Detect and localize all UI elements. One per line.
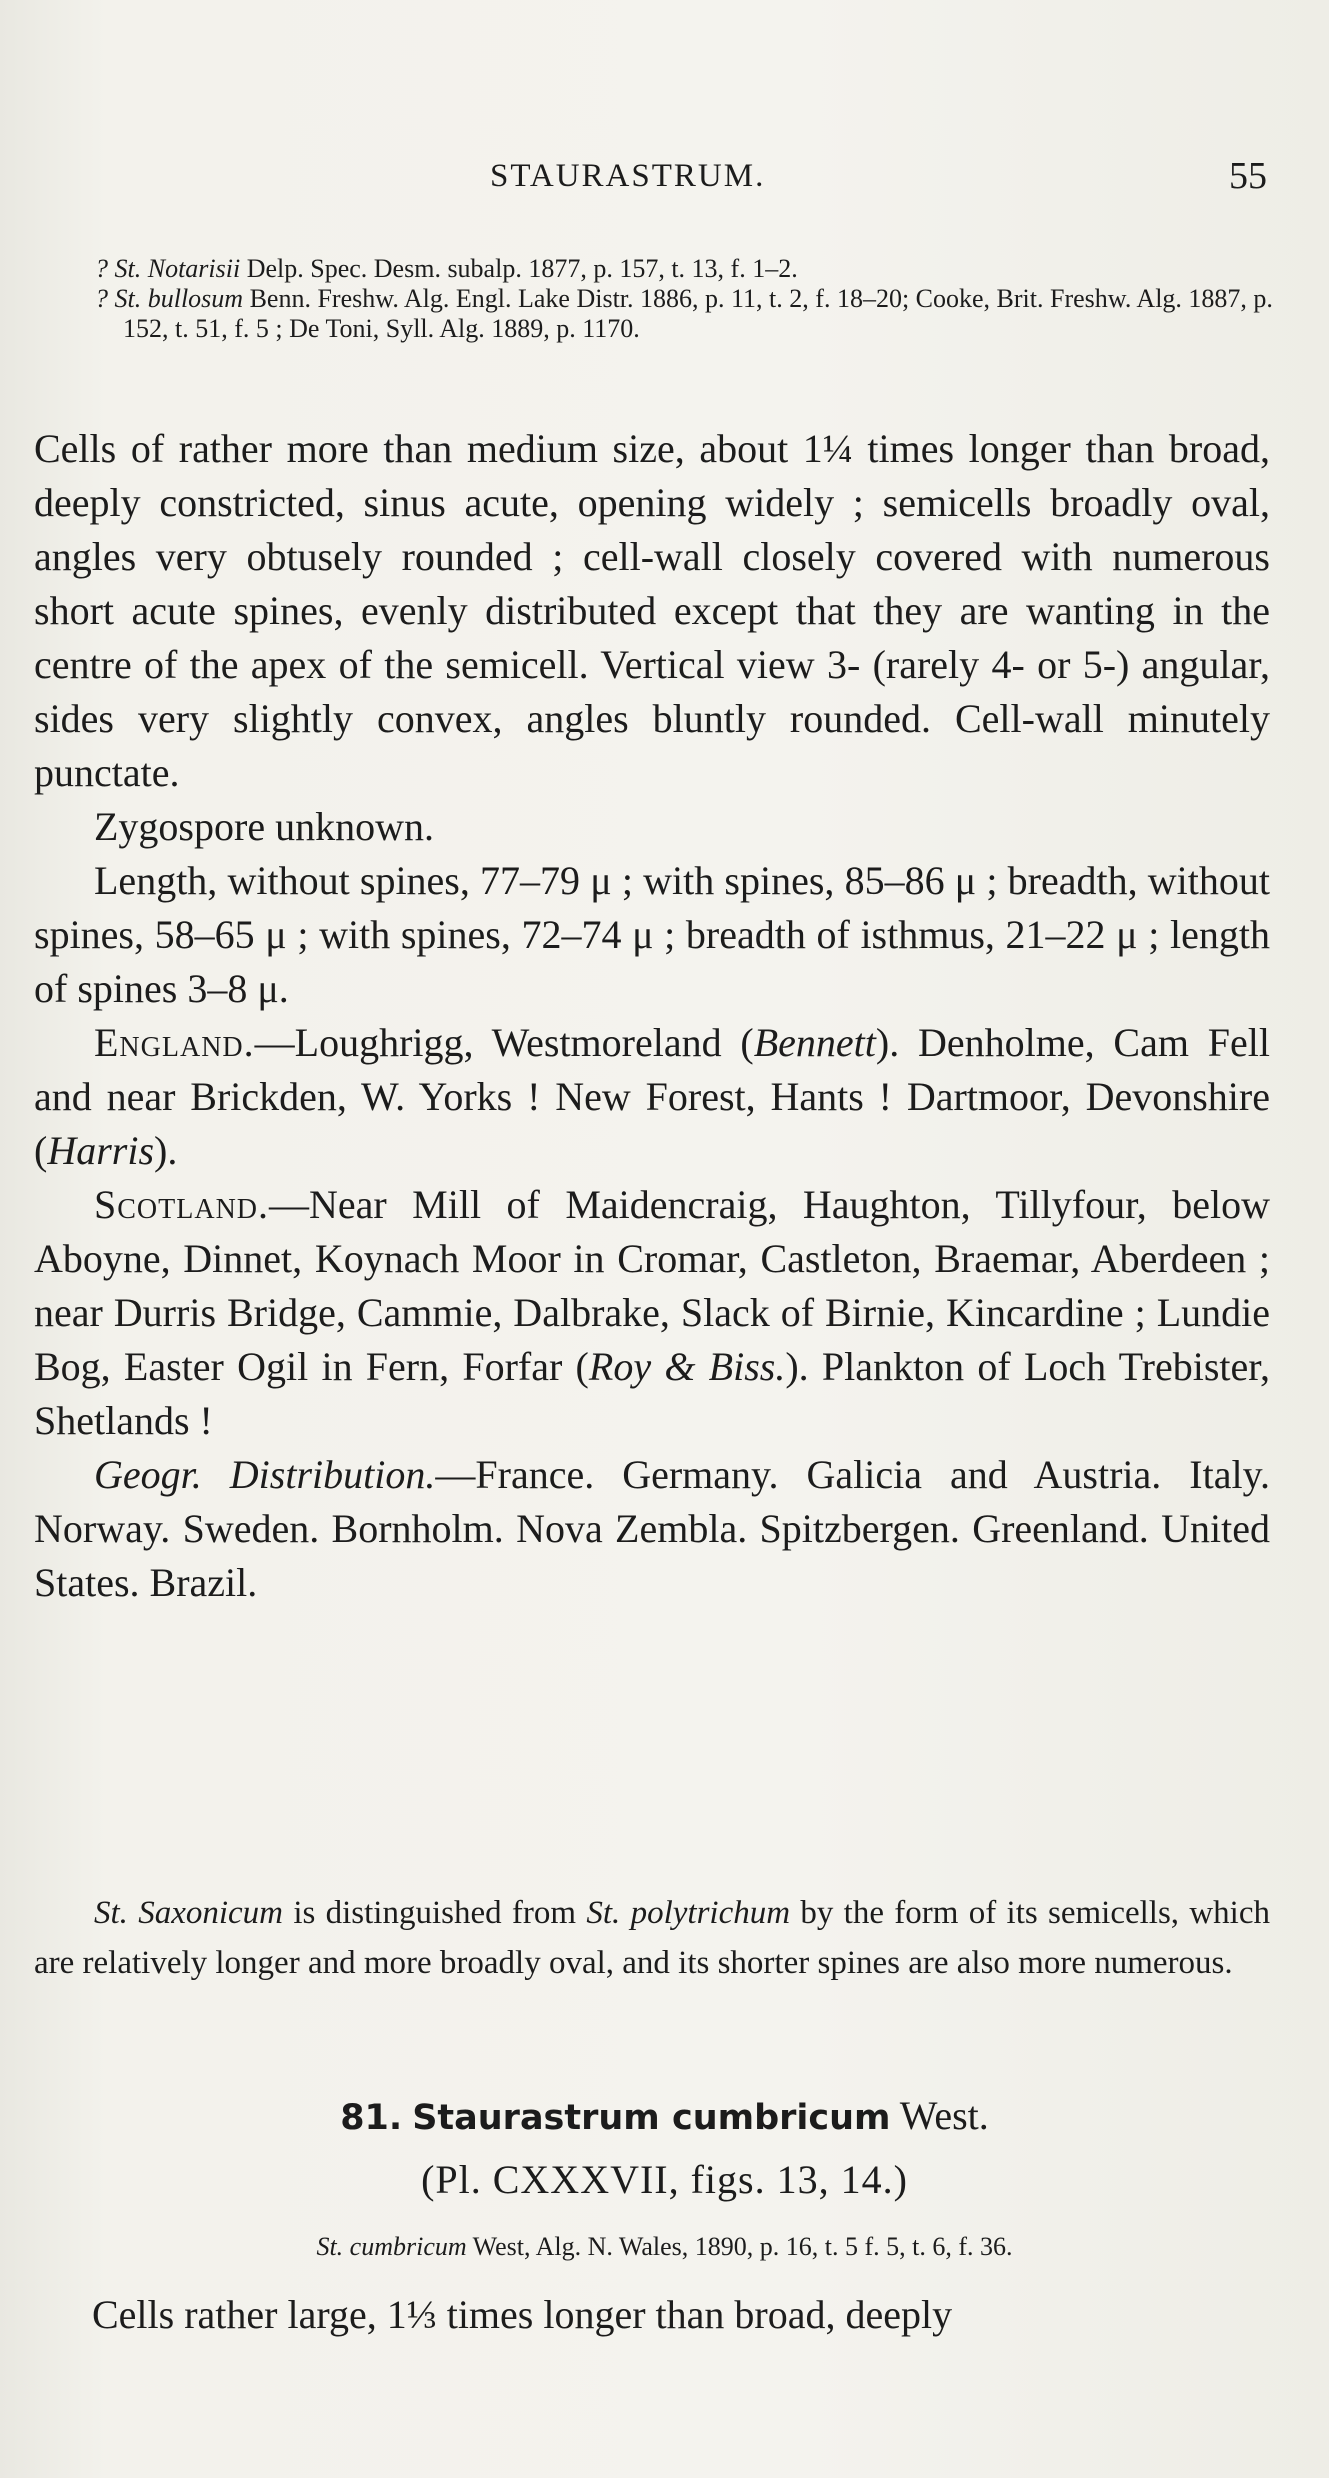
taxon-name: St. polytrichum bbox=[586, 1895, 791, 1931]
measurements-paragraph: Length, without spines, 77–79 μ ; with spines, 85–86 μ ; breadth, without spines, 58–65 μ ; with spines, 72–74 μ ; breadth of isthmus, 21–22 μ ; length of spines 3–8 μ. bbox=[34, 858, 1270, 1011]
synonym-name: ? St. Notarisii bbox=[95, 254, 241, 283]
species-number: 81. bbox=[340, 2098, 403, 2138]
synonym-name: St. cumbricum bbox=[316, 2232, 467, 2261]
collector-name: Bennett bbox=[753, 1020, 876, 1065]
region-label: England. bbox=[94, 1020, 255, 1065]
synonym-entry bbox=[95, 284, 1280, 344]
synonym-entry bbox=[95, 254, 1280, 284]
species-description bbox=[34, 422, 1270, 1610]
zygospore-paragraph: Zygospore unknown. bbox=[94, 804, 434, 849]
synonym-name: ? St. bullosum bbox=[95, 284, 244, 313]
england-localities: England.—Loughrigg, Westmoreland (Bennett). Denholme, Cam Fell and near Brickden, W. Yorks ! New Forest, Hants ! Dartmoor, Devonshire (Harris). bbox=[34, 1020, 1270, 1173]
species-name: Staurastrum cumbricum bbox=[412, 2098, 891, 2138]
species-description-start: Cells rather large, 1⅓ times longer than broad, deeply bbox=[92, 2292, 953, 2337]
synonym-citation: West, Alg. N. Wales, 1890, p. 16, t. 5 f. 5, t. 6, f. 36. bbox=[466, 2232, 1013, 2261]
plate-reference: (Pl. CXXXVII, figs. 13, 14.) bbox=[421, 2157, 908, 2202]
taxon-name: St. Saxonicum bbox=[94, 1895, 284, 1931]
synonymy-list bbox=[95, 254, 1280, 344]
species-synonym bbox=[0, 2232, 1329, 2262]
running-title: STAURASTRUM. bbox=[490, 158, 766, 194]
comparison-note: St. Saxonicum is distinguished from St. polytrichum by the form of its semicells, which are relatively longer and more broadly oval, and its shorter spines are also more numerous. bbox=[34, 1895, 1270, 1981]
description-paragraph: Cells of rather more than medium size, about 1¼ times longer than broad, deeply constricted, sinus acute, opening widely ; semicells broadly oval, angles very obtusely rounded ; cell-wall closely covered with numerous short acute spines, evenly distributed except that they are wanting in the centre of the apex of the semicell. Vertical view 3- (rarely 4- or 5-) angular, sides very slightly convex, angles bluntly rounded. Cell-wall minutely punctate. bbox=[34, 426, 1270, 795]
page-number: 55 bbox=[1229, 155, 1267, 197]
scotland-localities: Scotland.—Near Mill of Maidencraig, Haughton, Tillyfour, below Aboyne, Dinnet, Koynach Moor in Cromar, Castleton, Braemar, Aberdeen ; near Durris Bridge, Cammie, Dalbrake, Slack of Birnie, Kincardine ; Lundie Bog, Easter Ogil in Fern, Forfar (Roy & Biss.). Plankton of Loch Trebister, Shetlands ! bbox=[34, 1182, 1271, 1443]
region-label: Scotland. bbox=[94, 1182, 270, 1227]
species-heading bbox=[0, 2088, 1329, 2208]
species-author: West. bbox=[890, 2093, 989, 2138]
collector-name: Harris bbox=[47, 1128, 155, 1173]
synonym-citation: Delp. Spec. Desm. subalp. 1877, p. 157, t. 13, f. 1–2. bbox=[240, 254, 798, 283]
distribution-label: Geogr. Distribution. bbox=[94, 1452, 436, 1497]
running-head bbox=[0, 155, 1329, 208]
geographic-distribution: Geogr. Distribution.—France. Germany. Galicia and Austria. Italy. Norway. Sweden. Bornholm. Nova Zembla. Spitzbergen. Greenland. United States. Brazil. bbox=[34, 1452, 1270, 1605]
collector-name: Roy & Biss. bbox=[588, 1344, 786, 1389]
synonym-citation: Benn. Freshw. Alg. Engl. Lake Distr. 1886, p. 11, t. 2, f. 18–20; Cooke, Brit. Freshw. Alg. 1887, p. 152, t. 51, f. 5 ; De Toni, Syll. Alg. 1889, p. 1170. bbox=[123, 284, 1273, 343]
